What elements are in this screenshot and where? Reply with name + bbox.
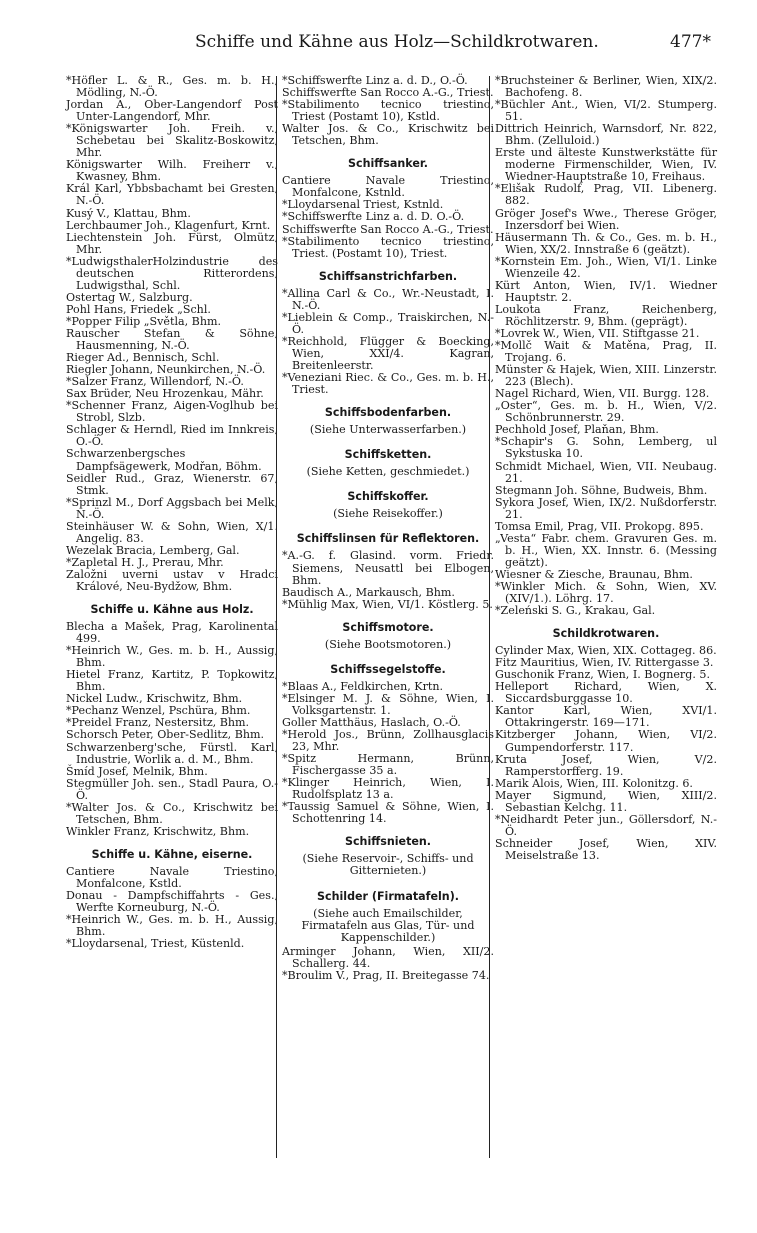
directory-entry: *Sprinzl M., Dorf Aggsbach bei Melk, N.-Ö. — [66, 495, 278, 521]
directory-entry: *Preidel Franz, Nestersitz, Bhm. — [66, 716, 250, 730]
directory-entry: Pohl Hans, Friedek „Schl. — [66, 302, 211, 316]
directory-entry: *Höfler L. & R., Ges. m. b. H., Mödling, N.-Ö. — [66, 74, 278, 100]
directory-entry: *Klinger Heinrich, Wien, I. Rudolfsplatz 13 a. — [282, 776, 494, 802]
section-heading: Schiffe u. Kähne aus Holz. — [90, 603, 254, 617]
column-1 — [66, 75, 278, 950]
directory-entry: Tomsa Emil, Prag, VII. Prokopg. 895. — [495, 519, 704, 533]
directory-entry: Schwarzenberg'sche, Fürstl. Karl, Industrie, Worlik a. d. M., Bhm. — [66, 740, 278, 766]
directory-entry: „Oster“, Ges. m. b. H., Wien, V/2. Schönbrunnerstr. 29. — [495, 399, 717, 425]
directory-entry: *Veneziani Rieс. & Co., Ges. m. b. H., Triest. — [282, 371, 494, 397]
directory-entry: Cantiere Navale Triestino, Monfalcone, Kstnld. — [282, 174, 494, 200]
directory-entry: *Lloydarsenal Triest, Kstnld. — [282, 198, 444, 212]
directory-entry: Stegmüller Joh. sen., Stadl Paura, O.-Ö. — [66, 776, 278, 802]
directory-entry: *Winkler Mich. & Sohn, Wien, XV. (XIV/1.). Löhrg. 17. — [495, 579, 717, 606]
directory-entry: Loukota Franz, Reichenberg, Röchlitzerstr. 9, Bhm. (geprägt). — [495, 302, 717, 328]
directory-entry: Wezelak Bracia, Lemberg, Gal. — [66, 543, 240, 557]
directory-entry: Blecha a Mašek, Prag, Karolinental 499. — [66, 620, 278, 646]
directory-entry: Kruta Josef, Wien, V/2. Ramperstorfferg. 19. — [495, 752, 717, 778]
directory-entry: *Elsinger M. J. & Söhne, Wien, I. Volksgartenstr. 1. — [282, 691, 494, 717]
directory-entry: Dittrich Heinrich, Warnsdorf, Nr. 822, Bhm. (Zelluloid.) — [495, 122, 717, 148]
directory-entry: Rauscher Stefan & Söhne, Hausmenning, N.-Ö. — [66, 326, 278, 353]
section-heading: Schiffslinsen für Reflektoren. — [296, 532, 480, 546]
directory-entry: Nagel Richard, Wien, VII. Burgg. 128. — [495, 387, 710, 401]
directory-entry: Schwarzenbergsches Dampfsägewerk, Modřan, Böhm. — [66, 447, 262, 473]
directory-entry: *Pechanz Wenzel, Pschüra, Bhm. — [66, 704, 251, 718]
directory-entry: Král Karl, Ybbsbachamt bei Gresten, N.-Ö. — [66, 182, 278, 208]
directory-entry: Erste und älteste Kunstwerkstätte für moderne Firmenschilder, Wien, IV. Wiedner-Hauptstraße 10, Freihaus. — [495, 146, 717, 184]
directory-entry: Steinhäuser W. & Sohn, Wien, X/1. Angelig. 83. — [66, 519, 278, 545]
directory-entry: „Vesta“ Fabr. chem. Gravuren Ges. m. b. H., Wien, XX. Innstr. 6. (Messing geätzt). — [495, 531, 717, 569]
directory-entry: Kitzberger Johann, Wien, VI/2. Gumpendorferstr. 117. — [495, 728, 717, 754]
directory-entry: Nickel Ludw., Krischwitz, Bhm. — [66, 692, 243, 706]
directory-entry: Rieger Ad., Bennisch, Schl. — [66, 351, 220, 365]
directory-entry: Schorsch Peter, Ober-Sedlitz, Bhm. — [66, 728, 265, 742]
running-title: Schiffe und Kähne aus Holz—Schildkrotwaren. — [195, 32, 599, 52]
section-heading: Schiffskoffer. — [347, 490, 429, 504]
directory-entry: Kürt Anton, Wien, IV/1. Wiedner Hauptstr. 2. — [495, 278, 717, 304]
directory-entry: *LudwigsthalerHolzindustrie des deutschen Ritterordens, Ludwigsthal, Schl. — [66, 254, 278, 292]
directory-entry: Sax Brüder, Neu Hrozenkau, Mähr. — [66, 387, 264, 401]
directory-entry: *Schiffswerfte Linz a. d. D. O.-Ö. — [282, 210, 465, 224]
directory-entry: *Schapir's G. Sohn, Lemberg, ul Sykstuska 10. — [495, 435, 717, 461]
column-3 — [495, 75, 717, 862]
directory-entry: *Allina Carl & Co., Wr.-Neustadt, I. N.-Ö. — [282, 286, 494, 312]
directory-entry: Lerchbaumer Joh., Klagenfurt, Krnt. — [66, 218, 271, 232]
cross-reference-note: (Siehe Bootsmotoren.) — [324, 637, 452, 651]
column-rule-1 — [276, 76, 277, 1158]
directory-entry: *Walter Jos. & Co., Krischwitz bei Tetschen, Bhm. — [66, 800, 278, 826]
section-heading: Schiffe u. Kähne, eiserne. — [91, 847, 253, 861]
directory-entry: *Mollč Wait & Matěna, Prag, II. Trojang. 6. — [495, 339, 717, 365]
directory-entry: Pechhold Josef, Plaňan, Bhm. — [495, 423, 659, 437]
directory-entry: Schiffswerfte San Rocco A.-G., Triest. — [282, 222, 494, 236]
directory-entry: Schiffswerfte San Rocco A.-G., Triest. — [282, 86, 494, 100]
directory-entry: *Schenner Franz, Aigen-Voglhub bei Strobl, Slzb. — [66, 399, 278, 425]
directory-entry: Kantor Karl, Wien, XVI/1. Ottakringerstr. 169—171. — [495, 704, 717, 730]
directory-entry: *Büchler Ant., Wien, VI/2. Stumperg. 51. — [495, 98, 717, 124]
directory-entry: Schlager & Herndl, Ried im Innkreis, O.-Ö. — [66, 423, 278, 449]
directory-entry: *Schiffswerfte Linz a. d. D., O.-Ö. — [282, 74, 468, 87]
directory-entry: Goller Matthäus, Haslach, O.-Ö. — [282, 715, 461, 729]
directory-entry: Wiesner & Ziesche, Braunau, Bhm. — [495, 567, 693, 581]
column-2 — [282, 75, 494, 982]
directory-entry: Sykora Josef, Wien, IX/2. Nußdorferstr. 21. — [495, 495, 717, 521]
section-heading: Schilder (Firmatafeln). — [317, 889, 459, 903]
directory-entry: Založni uverni ustav v Hradci Králové, Neu-Bydžow, Bhm. — [66, 567, 278, 593]
directory-entry: *Popper Filip „Světla, Bhm. — [66, 314, 222, 328]
directory-entry: *Salzer Franz, Willendorf, N.-Ö. — [66, 375, 244, 389]
directory-entry: Walter Jos. & Co., Krischwitz bei Tetschen, Bhm. — [282, 122, 494, 148]
section-heading: Schiffsbodenfarben. — [324, 406, 452, 420]
directory-entry: *Königswarter Joh. Freih. v., Schebetau bei Skalitz-Boskowitz, Mhr. — [66, 122, 278, 160]
directory-entry: Cylinder Max, Wien, XIX. Cottageg. 86. — [495, 644, 717, 658]
directory-entry: *A.-G. f. Glasind. vorm. Friedr. Siemens, Neusattl bei Elbogen, Bhm. — [282, 549, 494, 587]
directory-entry: Baudisch A., Markausch, Bhm. — [282, 585, 455, 599]
section-heading: Schiffsketten. — [344, 448, 432, 462]
directory-entry: Gröger Josef's Wwe., Therese Gröger, Inzersdorf bei Wien. — [495, 206, 717, 232]
directory-entry: *Neidhardt Peter jun., Göllersdorf, N.-Ö. — [495, 812, 717, 838]
directory-entry: *Lovrek W., Wien, VII. Stiftgasse 21. — [495, 326, 700, 340]
directory-entry: *Heinrich W., Ges. m. b. H., Aussig, Bhm. — [66, 644, 278, 670]
directory-entry: *Kornstein Em. Joh., Wien, VI/1. Linke Wienzeile 42. — [495, 254, 717, 280]
directory-entry: Ostertag W., Salzburg. — [66, 290, 193, 304]
directory-entry: Winkler Franz, Krischwitz, Bhm. — [66, 824, 250, 838]
directory-entry: Kusý V., Klattau, Bhm. — [66, 206, 191, 220]
directory-entry: Mayer Sigmund, Wien, XIII/2. Sebastian Kelchg. 11. — [495, 788, 717, 814]
directory-entry: Cantiere Navale Triestino, Monfalcone, Kstld. — [66, 864, 278, 890]
page-header — [0, 32, 757, 58]
directory-entry: *Zapletal H. J., Prerau, Mhr. — [66, 555, 224, 569]
directory-entry: Liechtenstein Joh. Fürst, Olmütz, Mhr. — [66, 230, 278, 256]
directory-entry: Riegler Johann, Neunkirchen, N.-Ö. — [66, 363, 266, 377]
directory-entry: *Elišak Rudolf, Prag, VII. Libenerg. 882. — [495, 182, 717, 208]
directory-entry: *Lloydarsenal, Triest, Küstenld. — [66, 937, 245, 951]
directory-entry: Münster & Hajek, Wien, XIII. Linzerstr. 223 (Blech). — [495, 363, 717, 389]
directory-entry: Arminger Johann, Wien, XII/2. Schallerg. 44. — [282, 944, 494, 970]
directory-entry: Helleport Richard, Wien, X. Siccardsburggasse 10. — [495, 680, 717, 706]
directory-entry: *Bruchsteiner & Berliner, Wien, XIX/2. Bachofeng. 8. — [495, 74, 717, 100]
directory-entry: *Zeleński S. G., Krakau, Gal. — [495, 604, 656, 618]
section-heading: Schiffsanker. — [348, 157, 428, 171]
cross-reference-note: (Siehe Reservoir-, Schiffs- und Gitternieten.) — [302, 852, 474, 878]
directory-entry: *Blaas A., Feldkirchen, Krtn. — [282, 679, 444, 693]
directory-entry: Hietel Franz, Kartitz, P. Topkowitz, Bhm. — [66, 668, 278, 694]
page-number: 477* — [670, 32, 711, 52]
directory-entry: Fitz Mauritius, Wien, IV. Rittergasse 3. — [495, 656, 714, 670]
directory-entry: Seidler Rud., Graz, Wienerstr. 67, Stmk. — [66, 471, 278, 497]
section-heading: Schiffsmotore. — [342, 620, 434, 634]
directory-entry: *Broulim V., Prag, II. Breitegasse 74. — [282, 968, 490, 982]
cross-reference-note: (Siehe auch Emailschilder, Firmatafeln aus Glas, Tür- und Kappenschilder.) — [301, 906, 475, 944]
directory-entry: Marik Alois, Wien, III. Kolonitzg. 6. — [495, 776, 693, 790]
column-rule-2 — [489, 76, 490, 1158]
directory-entry: *Mühlig Max, Wien, VI/1. Köstlerg. 5. — [282, 597, 493, 611]
directory-entry: Šmíd Josef, Melnik, Bhm. — [66, 764, 208, 778]
cross-reference-note: (Siehe Reisekoffer.) — [333, 507, 443, 521]
directory-entry: *Heinrich W., Ges. m. b. H., Aussig, Bhm. — [66, 913, 278, 939]
directory-entry: Königswarter Wilh. Freiherr v., Kwasney, Bhm. — [66, 158, 278, 184]
section-heading: Schiffsanstrichfarben. — [318, 269, 458, 283]
directory-entry: Guschonik Franz, Wien, I. Bognerg. 5. — [495, 668, 710, 682]
section-heading: Schiffssegelstoffe. — [330, 662, 446, 676]
directory-entry: Schneider Josef, Wien, XIV. Meiselstraße 13. — [495, 836, 717, 862]
directory-entry: Stegmann Joh. Söhne, Budweis, Bhm. — [495, 483, 708, 497]
directory-entry: *Herold Jos., Brünn, Zollhausglacis 23, Mhr. — [282, 728, 494, 754]
directory-entry: Schmidt Michael, Wien, VII. Neubaug. 21. — [495, 459, 717, 485]
directory-entry: *Reichhold, Flügger & Boecking, Wien, XXI/4. Kagran, Breitenleerstr. — [282, 334, 494, 372]
cross-reference-note: (Siehe Unterwasserfarben.) — [309, 423, 467, 437]
section-heading: Schildkrotwaren. — [552, 627, 660, 641]
directory-entry: Donau - Dampfschiffahrts - Ges., Werfte Korneuburg, N.-Ö. — [66, 889, 278, 915]
section-heading: Schiffsnieten. — [344, 835, 432, 849]
directory-entry: Häusermann Th. & Co., Ges. m. b. H., Wien, XX/2. Innstraße 6 (geätzt). — [495, 230, 717, 256]
directory-entry: Jordan A., Ober-Langendorf Post Unter-Langendorf, Mhr. — [66, 98, 278, 124]
directory-entry: *Lieblein & Comp., Traiskirchen, N.-Ö. — [282, 310, 494, 336]
cross-reference-note: (Siehe Ketten, geschmiedet.) — [306, 465, 470, 479]
directory-entry: *Stabilimento tecnico triestino, Triest. (Postamt 10), Triest. — [282, 234, 494, 260]
directory-entry: *Taussig Samuel & Söhne, Wien, I. Schottenring 14. — [282, 800, 494, 826]
directory-entry: *Stabilimento tecnico triestino, Triest (Postamt 10), Kstld. — [282, 98, 494, 124]
directory-entry: *Spitz Hermann, Brünn, Fischergasse 35 a. — [282, 752, 494, 778]
